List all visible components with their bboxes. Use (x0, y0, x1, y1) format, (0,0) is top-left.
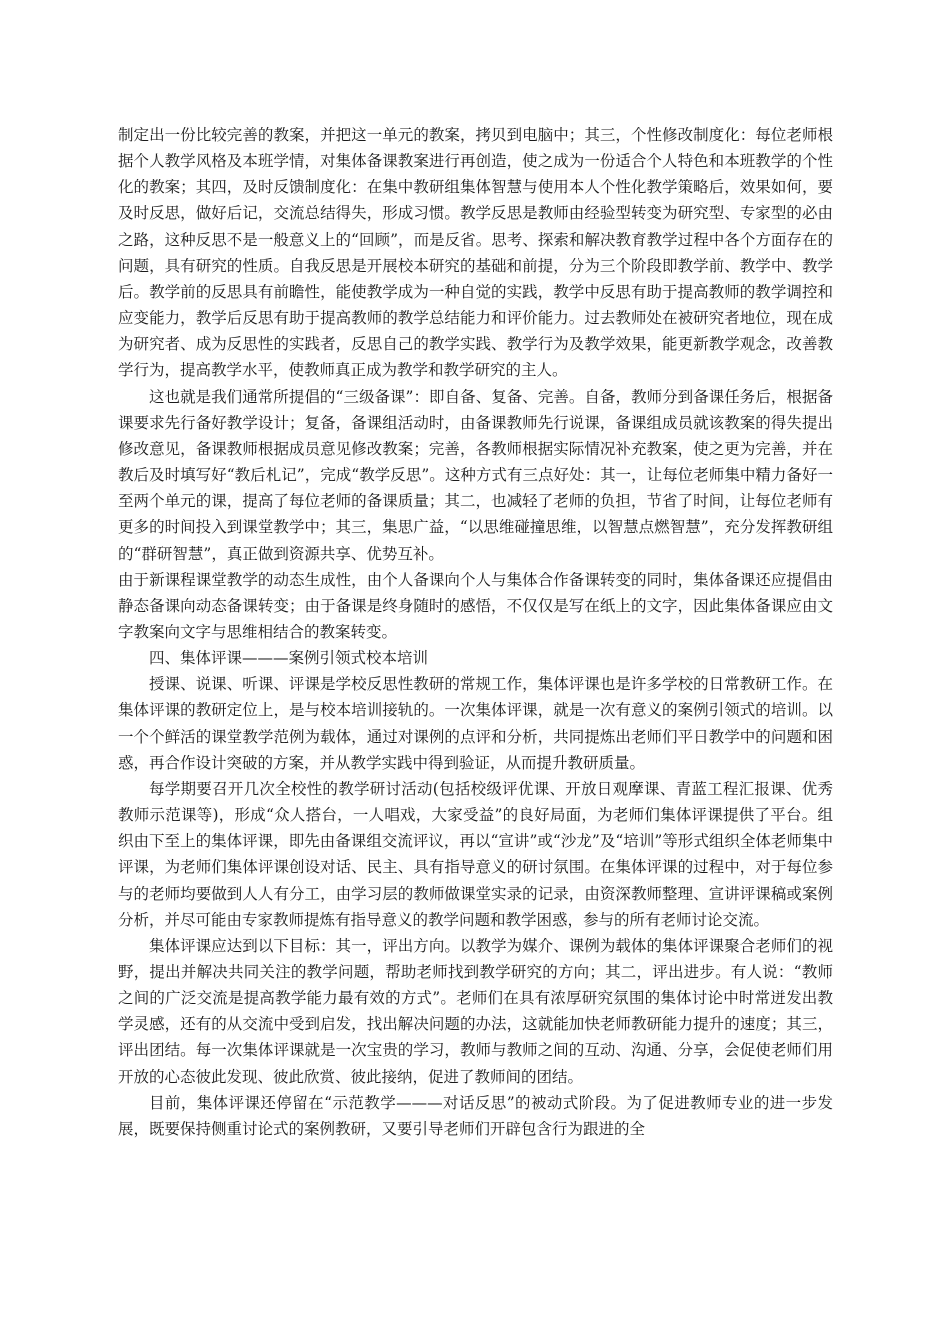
document-body (118, 122, 833, 1142)
paragraph: 授课、说课、听课、评课是学校反思性教研的常规工作，集体评课也是许多学校的日常教研工作。在集体评课的教研定位上，是与校本培训接轨的。一次集体评课，就是一次有意义的案例引领式的培训。以一个个鲜活的课堂教学范例为载体，通过对课例的点评和分析，共同提炼出老师们平日教学中的问题和困惑，再合作设计突破的方案，并从教学实践中得到验证，从而提升教研质量。 (118, 675, 833, 772)
paragraph: 制定出一份比较完善的教案，并把这一单元的教案，拷贝到电脑中；其三，个性修改制度化：每位老师根据个人教学风格及本班学情，对集体备课教案进行再创造，使之成为一份适合个人特色和本班教学的个性化的教案；其四，及时反馈制度化：在集中教研组集体智慧与使用本人个性化教学策略后，效果如何，要及时反思，做好后记，交流总结得失，形成习惯。教学反思是教师由经验型转变为研究型、专家型的必由之路，这种反思不是一般意义上的“回顾”，而是反省。思考、探索和解决教育教学过程中各个方面存在的问题，具有研究的性质。自我反思是开展校本研究的基础和前提，分为三个阶段即教学前、教学中、教学后。教学前的反思具有前瞻性，能使教学成为一种自觉的实践，教学中反思有助于提高教师的教学调控和应变能力，教学后反思有助于提高教师的教学总结能力和评价能力。过去教师处在被研究者地位，现在成为研究者、成为反思性的实践者，反思自己的教学实践、教学行为及教学效果，能更新教学观念，改善教学行为，提高教学水平，使教师真正成为教学和教学研究的主人。 (118, 126, 833, 380)
paragraph: 这也就是我们通常所提倡的“三级备课”：即自备、复备、完善。自备，教师分到备课任务后，根据备课要求先行备好教学设计；复备，备课组活动时，由备课教师先行说课，备课组成员就该教案的得失提出修改意见，备课教师根据成员意见修改教案；完善，各教师根据实际情况补充教案，使之更为完善，并在教后及时填写好“教后札记”，完成“教学反思”。这种方式有三点好处：其一，让每位老师集中精力备好一至两个单元的课，提高了每位老师的备课质量；其二，也减轻了老师的负担，节省了时间，让每位老师有更多的时间投入到课堂教学中；其三，集思广益，“以思维碰撞思维，以智慧点燃智慧”，充分发挥教研组的“群研智慧”，真正做到资源共享、优势互补。 (118, 387, 833, 563)
paragraph: 目前，集体评课还停留在“示范教学———对话反思”的被动式阶段。为了促进教师专业的进一步发展，既要保持侧重讨论式的案例教研，又要引导老师们开辟包含行为跟进的全 (118, 1093, 833, 1138)
paragraph: 每学期要召开几次全校性的教学研讨活动(包括校级评优课、开放日观摩课、青蓝工程汇报课、优秀教师示范课等)，形成“众人搭台，一人唱戏，大家受益”的良好局面，为老师们集体评课提供了平台。组织由下至上的集体评课，即先由备课组交流评议，再以“宣讲”或“沙龙”及“培训”等形式组织全体老师集中评课，为老师们集体评课创设对话、民主、具有指导意义的研讨氛围。在集体评课的过程中，对于每位参与的老师均要做到人人有分工，由学习层的教师做课堂实录的记录，由资深教师整理、宣讲评课稿或案例分析，并尽可能由专家教师提炼有指导意义的教学问题和教学困惑，参与的所有老师讨论交流。 (118, 779, 833, 929)
paragraph: 由于新课程课堂教学的动态生成性，由个人备课向个人与集体合作备课转变的同时，集体备课还应提倡由静态备课向动态备课转变；由于备课是终身随时的感悟，不仅仅是写在纸上的文字，因此集体备课应由文字教案向文字与思维相结合的教案转变。 (118, 570, 833, 641)
paragraph: 集体评课应达到以下目标：其一，评出方向。以教学为媒介、课例为载体的集体评课聚合老师们的视野，提出并解决共同关注的教学问题，帮助老师找到教学研究的方向；其二，评出进步。有人说：“教师之间的广泛交流是提高教学能力最有效的方式”。老师们在具有浓厚研究氛围的集体讨论中时常迸发出教学灵感，还有的从交流中受到启发，找出解决问题的办法，这就能加快老师教研能力提升的速度；其三，评出团结。每一次集体评课就是一次宝贵的学习，教师与教师之间的互动、沟通、分享，会促使老师们用开放的心态彼此发现、彼此欣赏、彼此接纳，促进了教师间的团结。 (118, 936, 833, 1086)
section-heading: 四、集体评课———案例引领式校本培训 (149, 649, 429, 668)
